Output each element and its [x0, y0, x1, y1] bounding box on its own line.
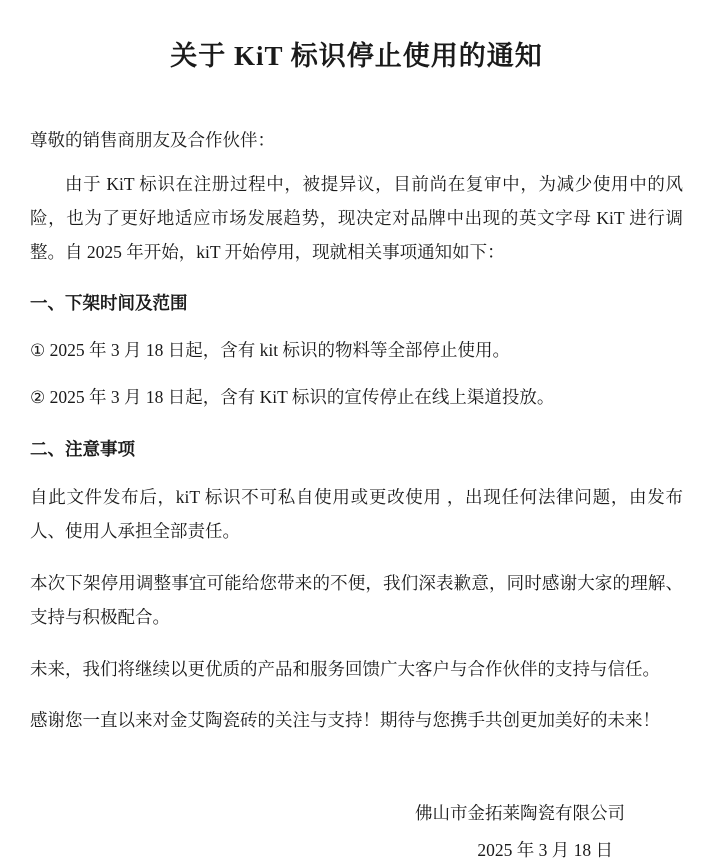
list-item — [30, 380, 683, 415]
section-heading-schedule: 一、下架时间及范围 — [30, 293, 188, 314]
page-title: 关于 KiT 标识停止使用的通知 — [170, 41, 543, 71]
notes-paragraph-2: 本次下架停用调整事宜可能给您带来的不便，我们深表歉意，同时感谢大家的理解、支持与积极配合。 — [30, 572, 683, 628]
notes-paragraph-3: 未来，我们将继续以更优质的产品和服务回馈广大客户与合作伙伴的支持与信任。 — [30, 658, 660, 679]
notes-paragraph-4: 感谢您一直以来对金艾陶瓷砖的关注与支持！期待与您携手共创更加美好的未来！ — [30, 710, 660, 731]
intro-paragraph: 由于 KiT 标识在注册过程中，被提异议，目前尚在复审中，为减少使用中的风险，也为了更好地适应市场发展趋势，现决定对品牌中出现的英文字母 KiT 进行调整。自 2025 年开始，kiT 开始停用，现就相关事项通知如下： — [30, 174, 683, 263]
list-marker: ① — [30, 340, 46, 361]
signature-block — [30, 795, 683, 868]
list-item — [30, 333, 683, 368]
signature-company: 佛山市金拓莱陶瓷有限公司 — [415, 803, 625, 824]
signature-date: 2025 年 3 月 18 日 — [477, 840, 613, 861]
notes-paragraph-1: 自此文件发布后，kiT 标识不可私自使用或更改使用 ，出现任何法律问题，由发布人、使用人承担全部责任。 — [30, 487, 683, 542]
section-heading-notes: 二、注意事项 — [30, 438, 135, 459]
list-marker: ② — [30, 387, 46, 408]
list-item-text: 2025 年 3 月 18 日起，含有 kit 标识的物料等全部停止使用。 — [49, 339, 510, 360]
salutation: 尊敬的销售商朋友及合作伙伴： — [30, 129, 275, 150]
list-item-text: 2025 年 3 月 18 日起，含有 KiT 标识的宣传停止在线上渠道投放。 — [49, 386, 555, 407]
